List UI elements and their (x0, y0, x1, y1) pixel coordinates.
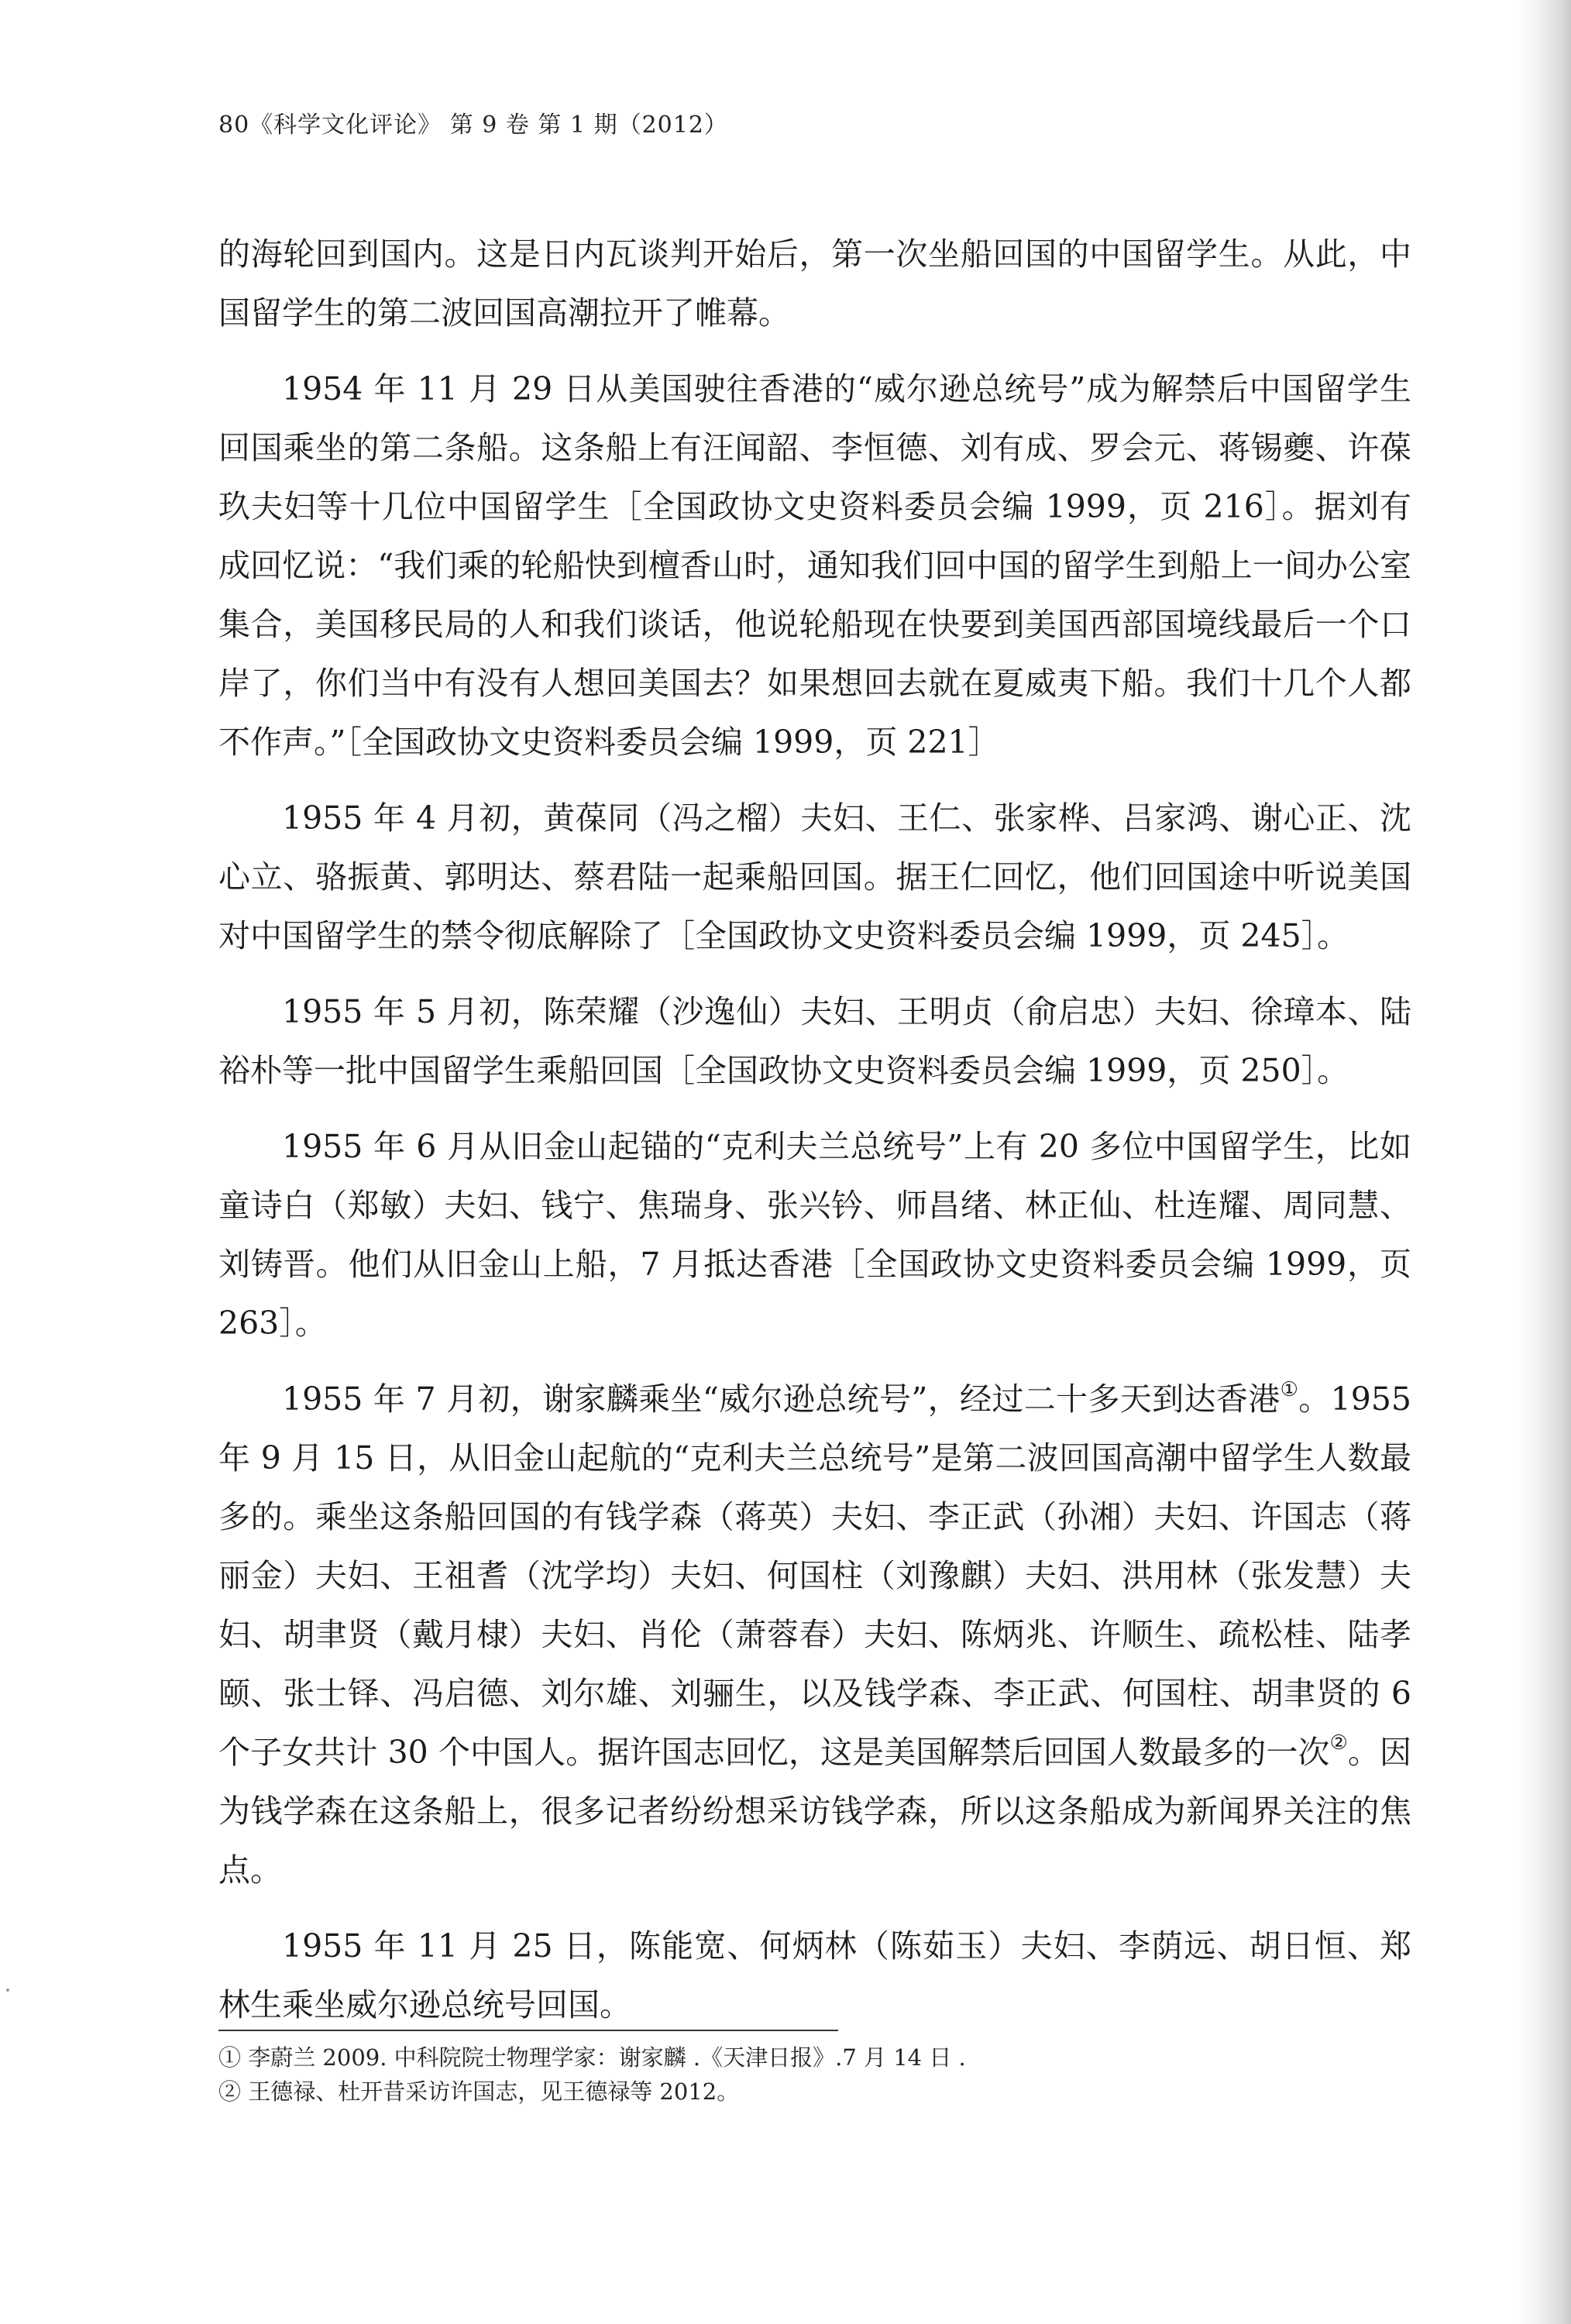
paragraph-1955-july-september (218, 1370, 1411, 1899)
scan-speck (6, 1989, 9, 1992)
page-edge-shadow (1517, 0, 1571, 2324)
footnote-1: ① 李蔚兰 2009. 中科院院士物理学家：谢家麟 .《天津日报》.7 月 14 日 . (218, 2044, 966, 2071)
paragraph-continuation: 的海轮回到国内。这是日内瓦谈判开始后，第一次坐船回国的中国留学生。从此，中国留学生的第二波回国高潮拉开了帷幕。 (218, 235, 1411, 332)
footnote-divider (218, 2030, 838, 2031)
footnotes (218, 2040, 1411, 2109)
footnote-ref-1[interactable]: ① (1280, 1378, 1299, 1401)
paragraph-1955-april: 1955 年 4 月初，黄葆同（冯之榴）夫妇、王仁、张家桦、吕家鸿、谢心正、沈心立、骆振黄、郭明达、蔡君陆一起乘船回国。据王仁回忆，他们回国途中听说美国对中国留学生的禁令彻底解除了［全国政协文史资料委员会编 1999，页 245］。 (218, 799, 1411, 954)
paragraph-1955-may: 1955 年 5 月初，陈荣耀（沙逸仙）夫妇、王明贞（俞启忠）夫妇、徐璋本、陆裕朴等一批中国留学生乘船回国［全国政协文史资料委员会编 1999，页 250］。 (218, 993, 1411, 1089)
paragraph-text-part-b: 。1955 年 9 月 15 日，从旧金山起航的“克利夫兰总统号”是第二波回国高潮中留学生人数最多的。乘坐这条船回国的有钱学森（蒋英）夫妇、李正武（孙湘）夫妇、许国志（蒋丽金）夫妇、王祖耆（沈学均）夫妇、何国柱（刘豫麒）夫妇、洪用林（张发慧）夫妇、胡聿贤（戴月棣）夫妇、肖伦（萧蓉春）夫妇、陈炳兆、许顺生、疏松桂、陆孝颐、张士铎、冯启德、刘尔雄、刘骊生，以及钱学森、李正武、何国柱、胡聿贤的 6 个子女共计 30 个中国人。据许国志回忆，这是美国解禁后回国人数最多的一次 (218, 1380, 1411, 1771)
paragraph-text-part-a: 1955 年 7 月初，谢家麟乘坐“威尔逊总统号”，经过二十多天到达香港 (282, 1380, 1281, 1418)
article-body (218, 225, 1411, 2051)
footnote-2: ② 王德禄、杜开昔采访许国志，见王德禄等 2012。 (218, 2078, 740, 2105)
paragraph-1954-wilson: 1954 年 11 月 29 日从美国驶往香港的“威尔逊总统号”成为解禁后中国留学生回国乘坐的第二条船。这条船上有汪闻韶、李恒德、刘有成、罗会元、蒋锡夔、许葆玖夫妇等十几位中国留学生［全国政协文史资料委员会编 1999，页 216］。据刘有成回忆说：“我们乘的轮船快到檀香山时，通知我们回中国的留学生到船上一间办公室集合，美国移民局的人和我们谈话，他说轮船现在快要到美国西部国境线最后一个口岸了，你们当中有没有人想回美国去？如果想回去就在夏威夷下船。我们十几个人都不作声。”［全国政协文史资料委员会编 1999，页 221］ (218, 370, 1411, 761)
paragraph-1955-june: 1955 年 6 月从旧金山起锚的“克利夫兰总统号”上有 20 多位中国留学生，比如童诗白（郑敏）夫妇、钱宁、焦瑞身、张兴钤、师昌绪、林正仙、杜连耀、周同慧、刘铸晋。他们从旧金山上船，7 月抵达香港［全国政协文史资料委员会编 1999，页 263］。 (218, 1128, 1411, 1342)
paragraph-1955-november: 1955 年 11 月 25 日，陈能宽、何炳林（陈茹玉）夫妇、李荫远、胡日恒、郑林生乘坐威尔逊总统号回国。 (218, 1927, 1411, 2023)
running-header: 80《科学文化评论》 第 9 卷 第 1 期（2012） (218, 112, 728, 139)
footnote-ref-2[interactable]: ② (1329, 1731, 1348, 1755)
paragraph-text-part-c: 。因为钱学森在这条船上，很多记者纷纷想采访钱学森，所以这条船成为新闻界关注的焦点。 (218, 1734, 1411, 1889)
